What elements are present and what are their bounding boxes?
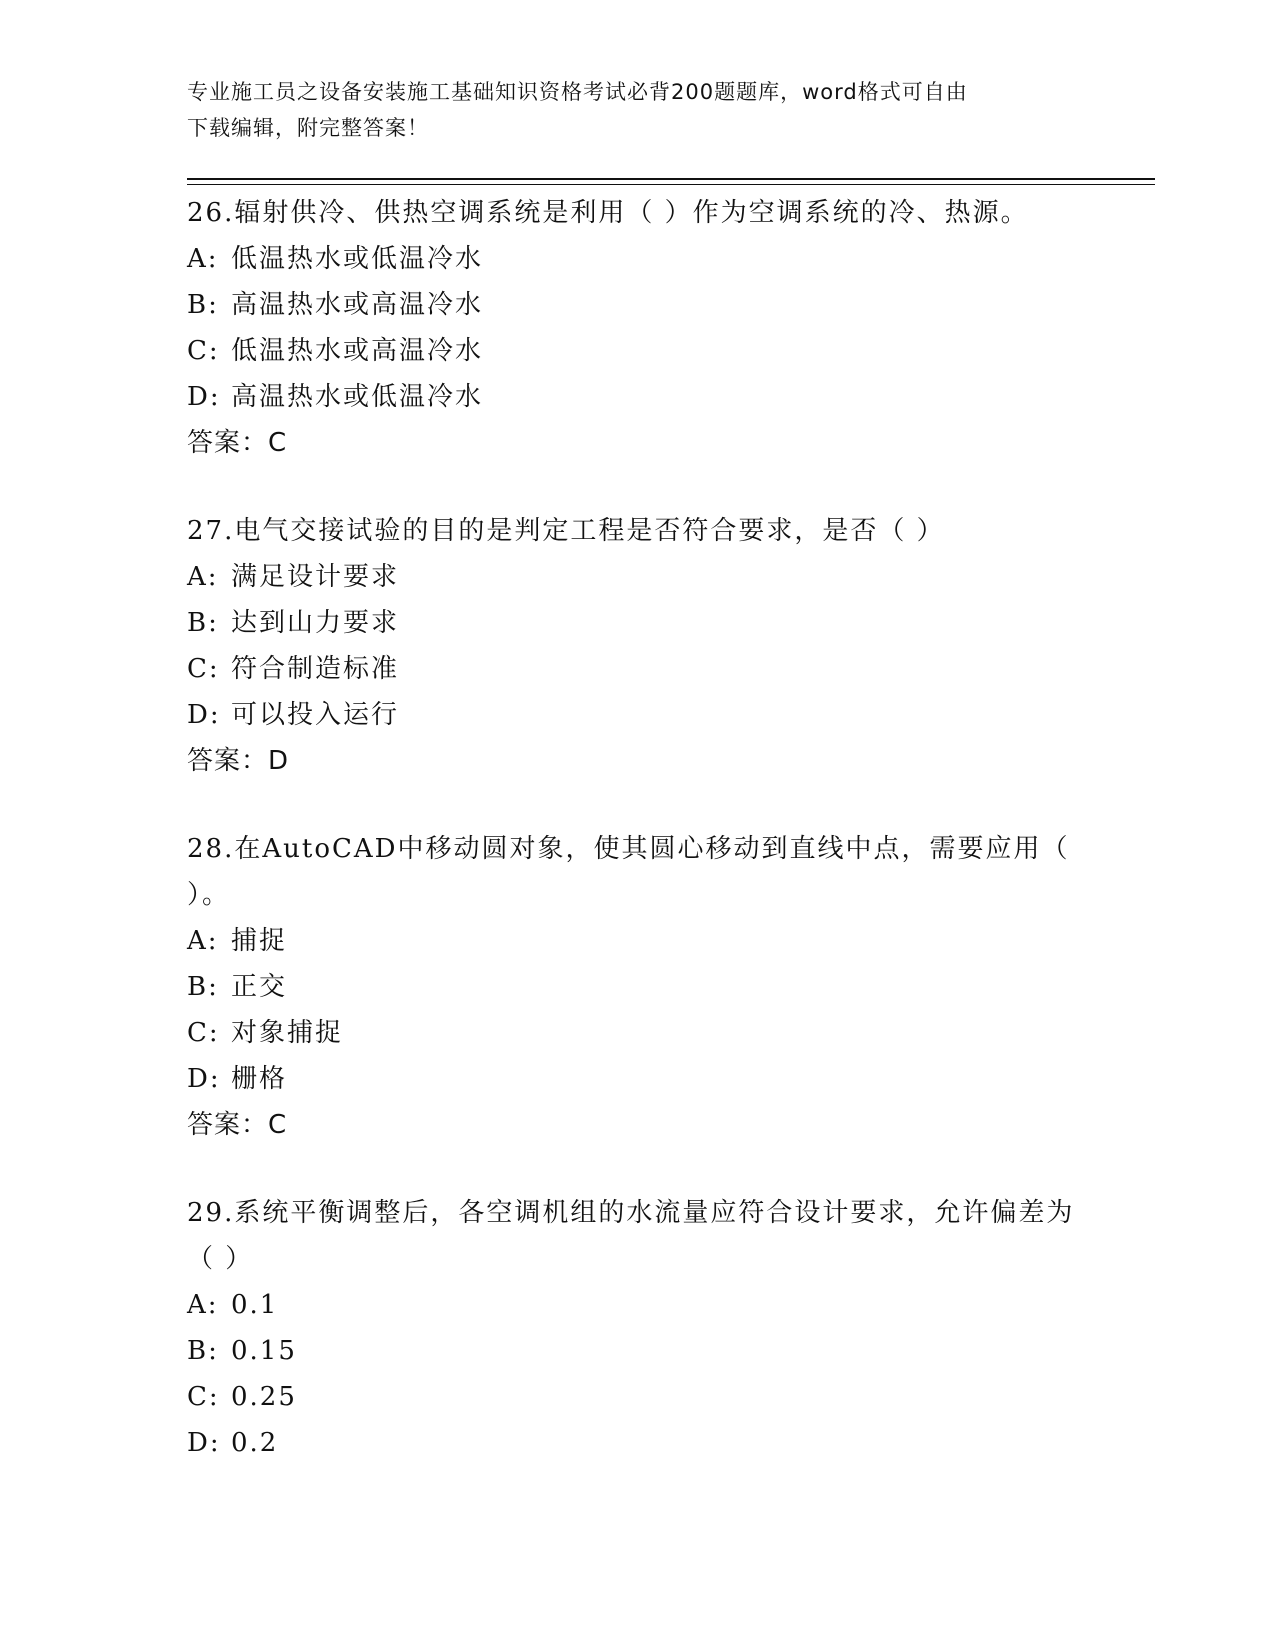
option-text: 对象捕捉 (231, 1018, 344, 1048)
option-letter: C: (187, 1018, 220, 1048)
option-text: 满足设计要求 (231, 562, 400, 592)
option-b (187, 600, 1087, 646)
option-d (187, 1420, 1087, 1466)
option-b (187, 282, 1087, 328)
option-letter: B: (187, 1336, 219, 1366)
option-letter: C: (187, 654, 220, 684)
option-d (187, 1056, 1087, 1102)
question-stem: 27.电气交接试验的目的是判定工程是否符合要求，是否（ ） (187, 516, 945, 546)
option-a (187, 236, 1087, 282)
option-text: 达到山力要求 (231, 608, 400, 638)
option-letter: A: (187, 1290, 219, 1320)
option-c (187, 1374, 1087, 1420)
question-26 (187, 190, 1087, 466)
option-text: 可以投入运行 (231, 700, 400, 730)
document-header (187, 74, 1067, 146)
option-letter: A: (187, 244, 219, 274)
option-text: 0.15 (231, 1336, 297, 1366)
option-letter: B: (187, 972, 219, 1002)
answer-label: 答案：D (187, 746, 290, 776)
option-d (187, 692, 1087, 738)
option-letter: B: (187, 290, 219, 320)
option-text: 栅格 (231, 1064, 288, 1094)
option-letter: A: (187, 926, 219, 956)
option-a (187, 554, 1087, 600)
question-stem: 26.辐射供冷、供热空调系统是利用（ ）作为空调系统的冷、热源。 (187, 198, 1029, 228)
option-text: 低温热水或低温冷水 (231, 244, 484, 274)
option-text: 高温热水或低温冷水 (231, 382, 484, 412)
answer-label: 答案：C (187, 1110, 288, 1140)
header-divider (187, 178, 1155, 185)
option-text: 0.25 (231, 1382, 297, 1412)
option-text: 0.1 (231, 1290, 279, 1320)
option-c (187, 328, 1087, 374)
option-a (187, 918, 1087, 964)
option-c (187, 646, 1087, 692)
header-line-2: 下载编辑，附完整答案！ (187, 116, 429, 140)
option-text: 捕捉 (231, 926, 288, 956)
option-letter: A: (187, 562, 219, 592)
option-text: 低温热水或高温冷水 (231, 336, 484, 366)
option-letter: C: (187, 1382, 220, 1412)
option-letter: D: (187, 382, 221, 412)
question-28 (187, 826, 1087, 1148)
option-letter: D: (187, 700, 221, 730)
option-b (187, 964, 1087, 1010)
option-letter: D: (187, 1064, 221, 1094)
option-letter: B: (187, 608, 219, 638)
header-line-1: 专业施工员之设备安装施工基础知识资格考试必背200题题库，word格式可自由 (187, 80, 968, 104)
option-text: 高温热水或高温冷水 (231, 290, 484, 320)
option-d (187, 374, 1087, 420)
option-c (187, 1010, 1087, 1056)
question-stem: 29.系统平衡调整后，各空调机组的水流量应符合设计要求，允许偏差为（ ） (187, 1198, 1075, 1274)
question-list (187, 190, 1087, 1508)
option-letter: D: (187, 1428, 221, 1458)
question-stem: 28.在AutoCAD中移动圆对象，使其圆心移动到直线中点，需要应用（ ）。 (187, 834, 1070, 910)
option-letter: C: (187, 336, 220, 366)
question-27 (187, 508, 1087, 784)
option-text: 0.2 (231, 1428, 279, 1458)
option-text: 正交 (231, 972, 288, 1002)
answer-label: 答案：C (187, 428, 288, 458)
option-a (187, 1282, 1087, 1328)
question-29 (187, 1190, 1087, 1466)
option-b (187, 1328, 1087, 1374)
option-text: 符合制造标准 (231, 654, 400, 684)
